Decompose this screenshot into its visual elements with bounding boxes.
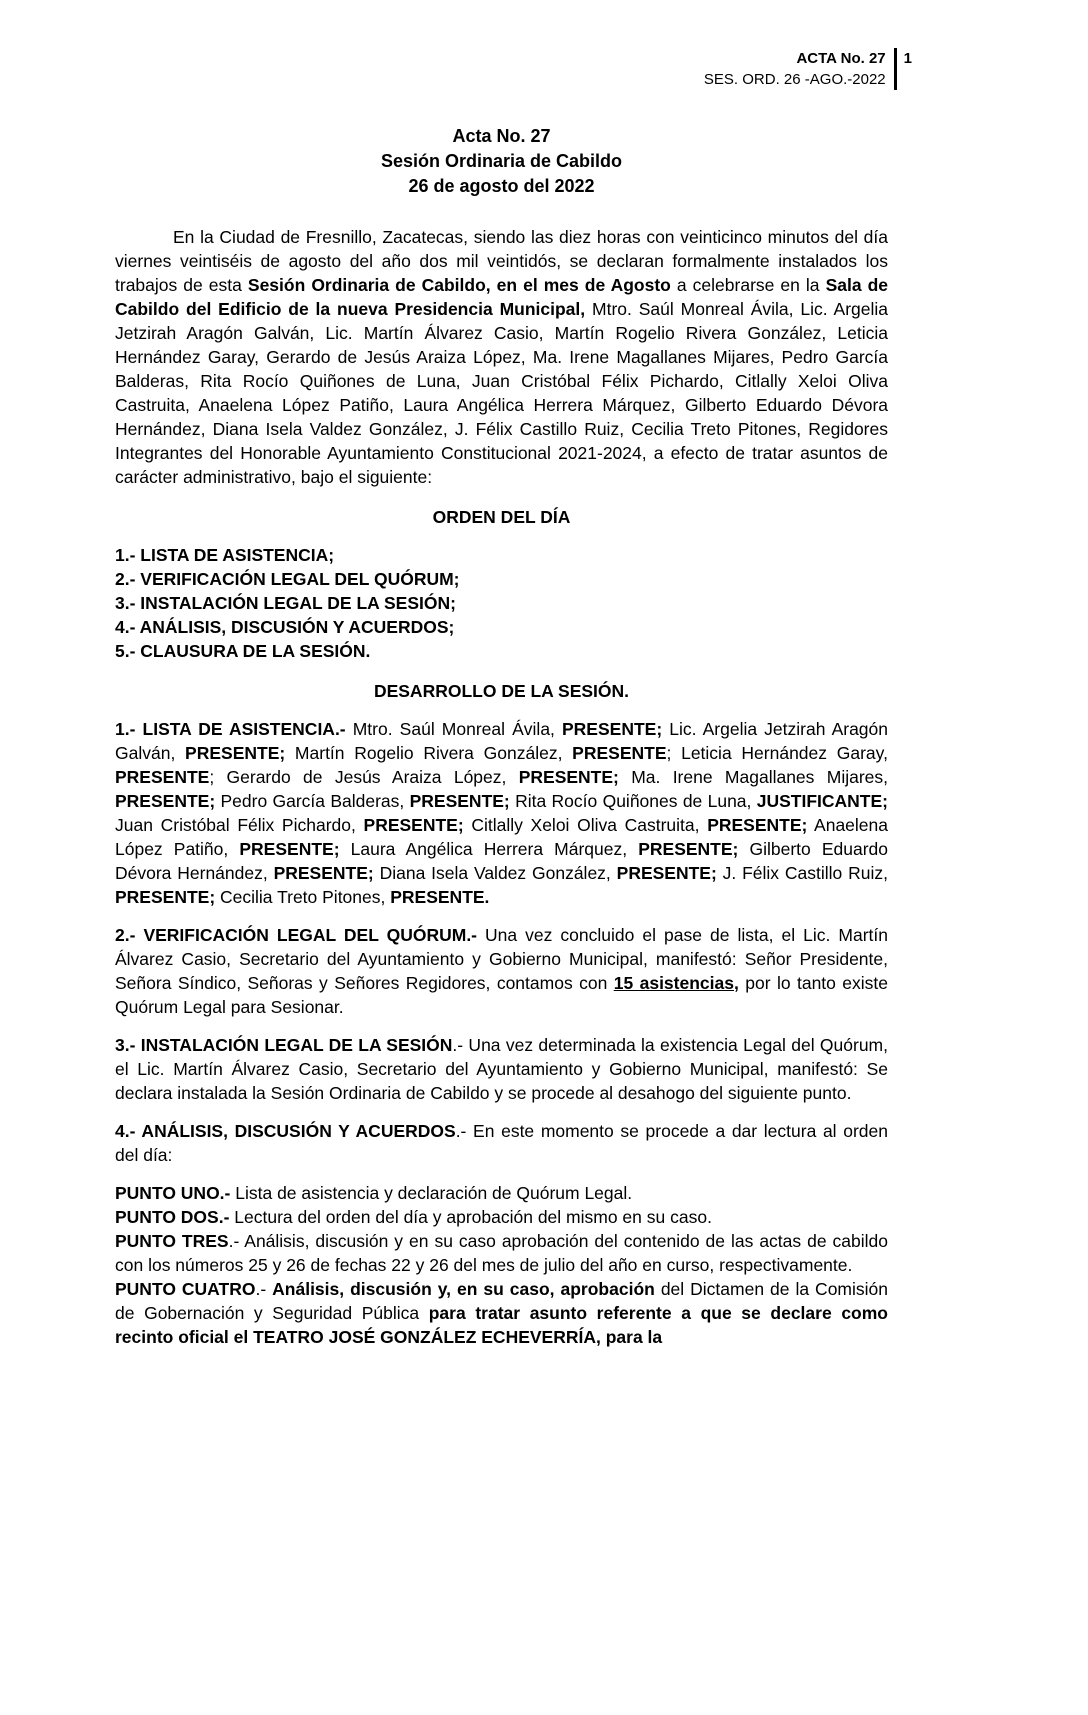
paragraph-analisis-acuerdos: 4.- ANÁLISIS, DISCUSIÓN Y ACUERDOS.- En este momento se procede a dar lectura al orden del día:: [115, 1121, 888, 1165]
punto-tres: PUNTO TRES.- Análisis, discusión y en su caso aprobación del contenido de las actas de cabildo con los números 25 y 26 de fechas 22 y 26 del mes de julio del año en curso, respectivamente.: [115, 1231, 888, 1275]
orden-heading: ORDEN DEL DÍA: [432, 507, 571, 527]
paragraph-instalacion-sesion: 3.- INSTALACIÓN LEGAL DE LA SESIÓN.- Una vez determinada la existencia Legal del Quórum, el Lic. Martín Álvarez Casio, Secretario del Ayuntamiento y Gobierno Municipal, manifestó: Se declara instalada la Sesión Ordinaria de Cabildo y se procede al desahogo del siguiente punto.: [115, 1035, 888, 1103]
title-line-2: Sesión Ordinaria de Cabildo: [380, 151, 623, 171]
orden-item-1: 1.- LISTA DE ASISTENCIA;: [115, 545, 335, 565]
header-acta-label: ACTA No. 27: [796, 50, 886, 67]
orden-item-2: 2.- VERIFICACIÓN LEGAL DEL QUÓRUM;: [115, 569, 460, 589]
paragraph-verificacion-quorum: 2.- VERIFICACIÓN LEGAL DEL QUÓRUM.- Una vez concluido el pase de lista, el Lic. Martín Álvarez Casio, Secretario del Ayuntamiento y Gobierno Municipal, manifestó: Señor Presidente, Señora Síndico, Señoras y Señores Regidores, contamos con 15 asistencias, por lo tanto existe Quórum Legal para Sesionar.: [115, 925, 889, 1017]
orden-item-3: 3.- INSTALACIÓN LEGAL DE LA SESIÓN;: [115, 593, 456, 613]
punto-uno: PUNTO UNO.- Lista de asistencia y declaración de Quórum Legal.: [115, 1183, 633, 1203]
punto-cuatro: PUNTO CUATRO.- Análisis, discusión y, en su caso, aprobación del Dictamen de la Comisión de Gobernación y Seguridad Pública para tratar asunto referente a que se declare como recinto oficial el TEATRO JOSÉ GONZÁLEZ ECHEVERRÍA, para la: [115, 1279, 888, 1347]
desarrollo-heading: DESARROLLO DE LA SESIÓN.: [373, 681, 630, 701]
page-number: 1: [903, 50, 912, 67]
orden-list: [115, 543, 888, 663]
title-line-1: Acta No. 27: [452, 126, 551, 146]
orden-item-4: 4.- ANÁLISIS, DISCUSIÓN Y ACUERDOS;: [115, 617, 455, 637]
header-divider: [894, 48, 897, 90]
document-title: [115, 124, 888, 199]
page-header: [704, 48, 912, 90]
header-session-label: SES. ORD. 26 -AGO.-2022: [703, 71, 886, 88]
orden-item-5: 5.- CLAUSURA DE LA SESIÓN.: [115, 641, 371, 661]
title-line-3: 26 de agosto del 2022: [408, 176, 595, 196]
paragraph-lista-asistencia: 1.- LISTA DE ASISTENCIA.- Mtro. Saúl Monreal Ávila, PRESENTE; Lic. Argelia Jetzirah Aragón Galván, PRESENTE; Martín Rogelio Rivera González, PRESENTE; Leticia Hernández Garay, PRESENTE; Gerardo de Jesús Araiza López, PRESENTE; Ma. Irene Magallanes Mijares, PRESENTE; Pedro García Balderas, PRESENTE; Rita Rocío Quiñones de Luna, JUSTIFICANTE; Juan Cristóbal Félix Pichardo, PRESENTE; Citlally Xeloi Oliva Castruita, PRESENTE; Anaelena López Patiño, PRESENTE; Laura Angélica Herrera Márquez, PRESENTE; Gilberto Eduardo Dévora Hernández, PRESENTE; Diana Isela Valdez González, PRESENTE; J. Félix Castillo Ruiz, PRESENTE; Cecilia Treto Pitones, PRESENTE.: [115, 719, 889, 907]
puntos-block: [115, 1181, 888, 1349]
page-header-lines: [704, 48, 886, 90]
punto-dos: PUNTO DOS.- Lectura del orden del día y aprobación del mismo en su caso.: [115, 1207, 712, 1227]
intro-paragraph: En la Ciudad de Fresnillo, Zacatecas, siendo las diez horas con veinticinco minutos del día viernes veintiséis de agosto del año dos mil veintidós, se declaran formalmente instalados los trabajos de esta Sesión Ordinaria de Cabildo, en el mes de Agosto a celebrarse en la Sala de Cabildo del Edificio de la nueva Presidencia Municipal, Mtro. Saúl Monreal Ávila, Lic. Argelia Jetzirah Aragón Galván, Lic. Martín Álvarez Casio, Martín Rogelio Rivera González, Leticia Hernández Garay, Gerardo de Jesús Araiza López, Ma. Irene Magallanes Mijares, Pedro García Balderas, Rita Rocío Quiñones de Luna, Juan Cristóbal Félix Pichardo, Citlally Xeloi Oliva Castruita, Anaelena López Patiño, Laura Angélica Herrera Márquez, Gilberto Eduardo Dévora Hernández, Diana Isela Valdez González, J. Félix Castillo Ruiz, Cecilia Treto Pitones, Regidores Integrantes del Honorable Ayuntamiento Constitucional 2021-2024, a efecto de tratar asuntos de carácter administrativo, bajo el siguiente:: [115, 227, 889, 487]
